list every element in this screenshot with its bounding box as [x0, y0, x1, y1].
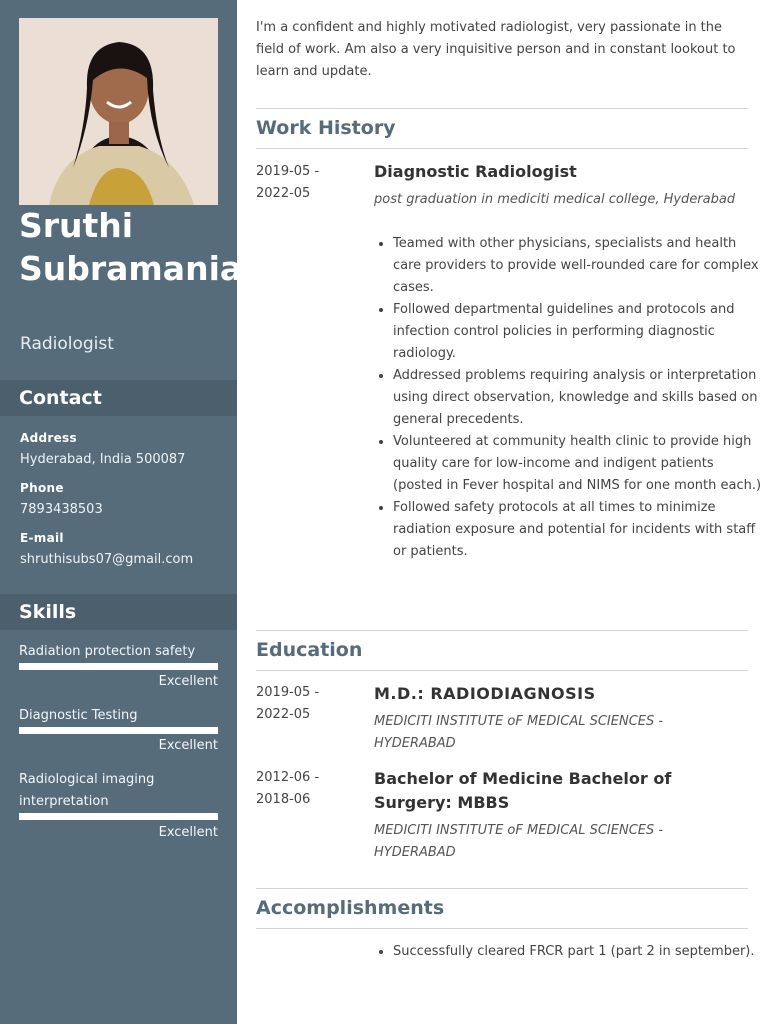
skill-bar-fill	[19, 663, 218, 670]
job-subtitle: post graduation in mediciti medical college, Hyderabad	[374, 192, 736, 207]
education-dates: 2019-05 - 2022-05	[256, 685, 320, 722]
school-name: MEDICITI INSTITUTE oF MEDICAL SCIENCES - HYDERABAD	[374, 823, 664, 860]
skill-level: Excellent	[158, 825, 218, 840]
accomplishments-heading: Accomplishments	[256, 897, 445, 919]
phone-value: 7893438503	[20, 502, 103, 517]
email-label: E-mail	[20, 531, 64, 545]
divider	[256, 630, 748, 631]
skills-heading: Skills	[0, 594, 237, 630]
skill-bar	[19, 663, 218, 670]
divider	[256, 670, 748, 671]
phone-label: Phone	[20, 481, 64, 495]
list-item: • Addressed problems requiring analysis or interpretation using direct observation, knowledge and skills based on general precedents.	[393, 365, 765, 431]
skill-bar	[19, 727, 218, 734]
sidebar	[0, 0, 266, 1024]
skill-bar-fill	[19, 813, 218, 820]
skill-level: Excellent	[158, 674, 218, 689]
job-dates: 2019-05 - 2022-05	[256, 164, 320, 201]
skill-name: Diagnostic Testing	[19, 708, 138, 723]
skill-name: Radiation protection safety	[19, 644, 196, 659]
contact-heading: Contact	[0, 380, 237, 416]
list-item: • Successfully cleared FRCR part 1 (part 2 in september).	[393, 941, 765, 963]
degree-title: M.D.: RADIODIAGNOSIS	[374, 684, 596, 703]
list-item: • Followed safety protocols at all times to minimize radiation exposure and potential for incidents with staff or patients.	[393, 497, 765, 563]
skill-level: Excellent	[158, 738, 218, 753]
skill-bar-fill	[19, 727, 218, 734]
school-name: MEDICITI INSTITUTE oF MEDICAL SCIENCES - HYDERABAD	[374, 714, 664, 751]
education-heading: Education	[256, 639, 363, 661]
divider	[256, 108, 748, 109]
divider	[256, 928, 748, 929]
education-dates: 2012-06 - 2018-06	[256, 770, 320, 807]
email-value[interactable]: shruthisubs07@gmail.com	[20, 552, 194, 567]
job-duties	[374, 233, 765, 563]
skill-bar	[19, 813, 218, 820]
list-item: • Volunteered at community health clinic to provide high quality care for low-income and indigent patients (posted in Fever hospital and NIMS for one month each.)	[393, 431, 765, 497]
accomplishments-list	[374, 941, 765, 963]
divider	[256, 888, 748, 889]
profile-photo	[19, 18, 218, 205]
divider	[256, 148, 748, 149]
list-item: • Teamed with other physicians, specialists and health care providers to provide well-rounded care for complex cases.	[393, 233, 765, 299]
main-content	[256, 0, 762, 1024]
degree-title: Bachelor of Medicine Bachelor of Surgery: MBBS	[374, 769, 672, 812]
professional-summary: I'm a confident and highly motivated radiologist, very passionate in the field of work. Am also a very inquisitive person and in constant lookout to learn and update.	[256, 20, 736, 79]
address-label: Address	[20, 431, 77, 445]
skill-name: Radiological imaging interpretation	[19, 772, 155, 809]
candidate-title: Radiologist	[20, 334, 114, 354]
list-item: • Followed departmental guidelines and protocols and infection control policies in performing diagnostic radiology.	[393, 299, 765, 365]
work-history-heading: Work History	[256, 117, 396, 139]
candidate-name: Sruthi Subramanian	[19, 206, 266, 288]
address-value: Hyderabad, India 500087	[20, 452, 186, 467]
job-title: Diagnostic Radiologist	[374, 162, 577, 181]
